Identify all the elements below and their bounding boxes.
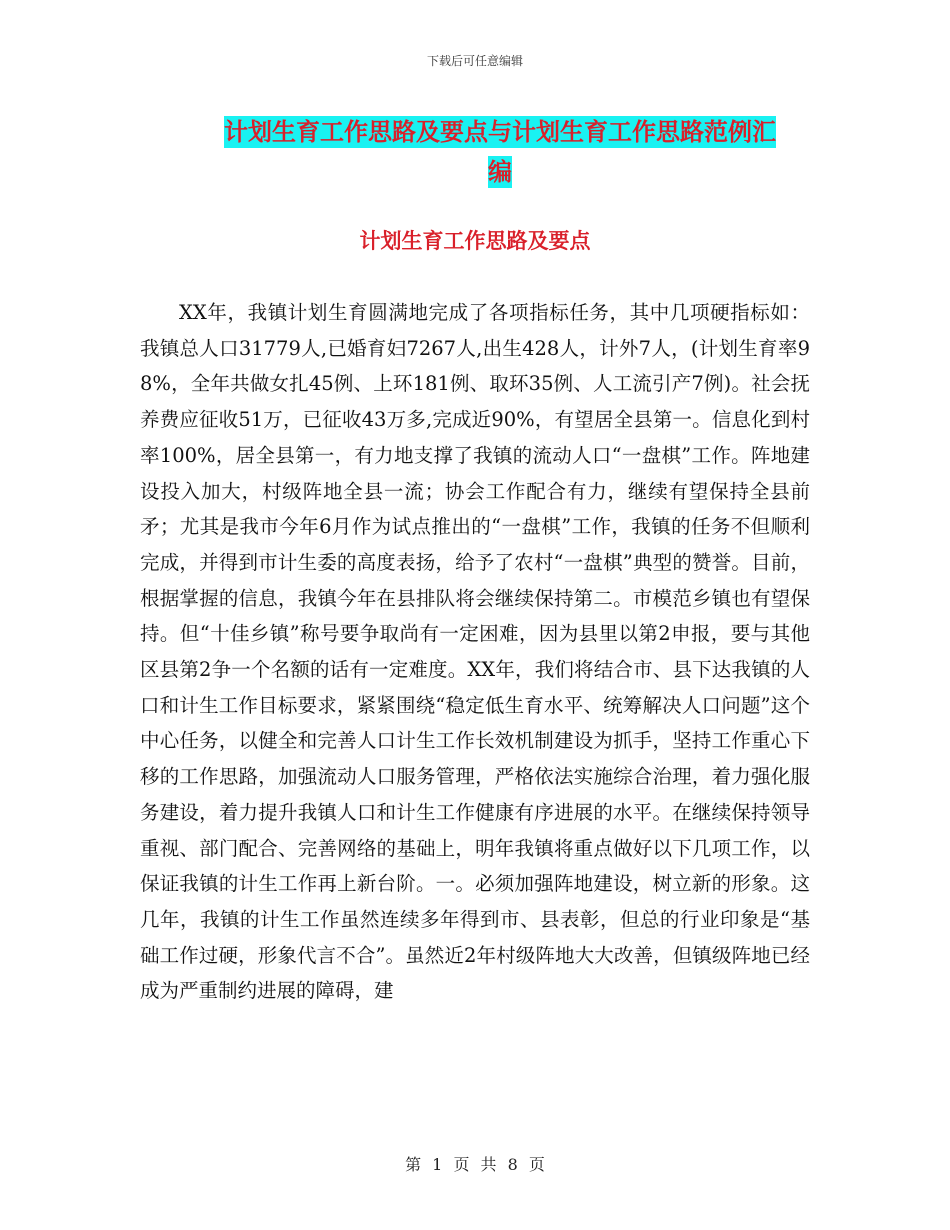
document-title xyxy=(190,112,810,192)
page-footer: 第 1 页 共 8 页 xyxy=(405,1155,545,1174)
header-note: 下载后可任意编辑 xyxy=(426,54,523,68)
body-paragraph: XX年，我镇计划生育圆满地完成了各项指标任务，其中几项硬指标如：我镇总人口31779人,已婚育妇7267人,出生428人，计外7人，(计划生育率98%，全年共做女扎45例、上环181例、取环35例、人工流引产7例)。社会抚养费应征收51万，已征收43万多,完成近90%，有望居全县第一。信息化到村率100%，居全县第一，有力地支撑了我镇的流动人口“一盘棋”工作。阵地建设投入加大，村级阵地全县一流；协会工作配合有力，继续有望保持全县前矛；尤其是我市今年6月作为试点推出的“一盘棋”工作，我镇的任务不但顺利完成，并得到市计生委的高度表扬，给予了农村“一盘棋”典型的赞誉。目前，根据掌握的信息，我镇今年在县排队将会继续保持第二。市模范乡镇也有望保持。但“十佳乡镇”称号要争取尚有一定困难，因为县里以第2申报，要与其他区县第2争一个名额的话有一定难度。XX年，我们将结合市、县下达我镇的人口和计生工作目标要求，紧紧围绕“稳定低生育水平、统筹解决人口问题”这个中心任务，以健全和完善人口计生工作长效机制建设为抓手，坚持工作重心下移的工作思路，加强流动人口服务管理，严格依法实施综合治理，着力强化服务建设，着力提升我镇人口和计生工作健康有序进展的水平。在继续保持领导重视、部门配合、完善网络的基础上，明年我镇将重点做好以下几项工作，以保证我镇的计生工作再上新台阶。一。必须加强阵地建设，树立新的形象。这几年，我镇的计生工作虽然连续多年得到市、县表彰，但总的行业印象是“基础工作过硬，形象代言不合”。虽然近2年村级阵地大大改善，但镇级阵地已经成为严重制约进展的障碍，建 xyxy=(140,301,810,1003)
section-title: 计划生育工作思路及要点 xyxy=(359,229,591,253)
document-title-line2: 编 xyxy=(488,158,512,186)
document-title-line1: 计划生育工作思路及要点与计划生育工作思路范例汇 xyxy=(224,118,776,146)
